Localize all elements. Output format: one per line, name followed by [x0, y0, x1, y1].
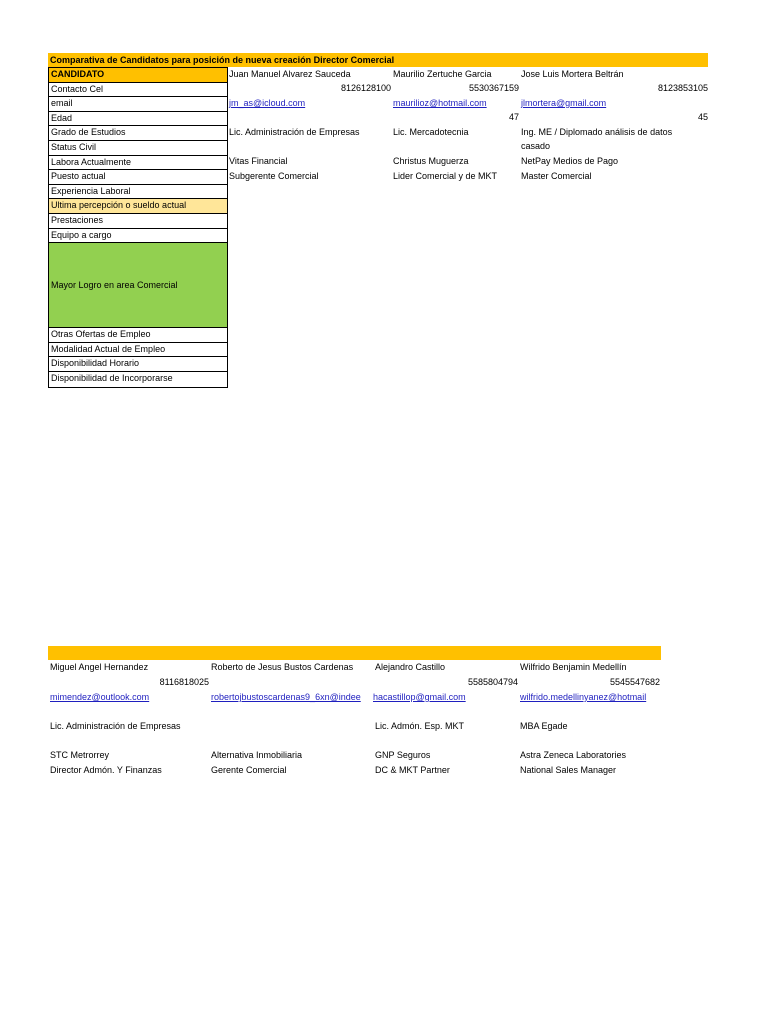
candidate-studies[interactable]: Lic. Mercadotecnia	[393, 127, 469, 137]
candidate-employer[interactable]: STC Metrorrey	[50, 750, 110, 760]
candidate-age[interactable]: 47	[508, 112, 519, 122]
label-email[interactable]: email	[49, 97, 227, 112]
candidate-phone[interactable]: 8123853105	[657, 83, 708, 93]
candidate-phone[interactable]: 5530367159	[468, 83, 519, 93]
candidate-email-link[interactable]: hacastillop@gmail.com	[373, 692, 466, 702]
candidate-studies[interactable]: Lic. Administración de Empresas	[229, 127, 360, 137]
candidate-name[interactable]: Miguel Angel Hernandez	[50, 662, 149, 672]
candidate-position[interactable]: Subgerente Comercial	[229, 171, 319, 181]
candidate-position[interactable]: Director Admón. Y Finanzas	[50, 765, 162, 775]
candidate-studies[interactable]: MBA Egade	[520, 721, 568, 731]
candidate-position[interactable]: Lider Comercial y de MKT	[393, 171, 498, 181]
candidate-employer[interactable]: GNP Seguros	[375, 750, 431, 760]
label-ultima-percepcion[interactable]: Ultima percepción o sueldo actual	[49, 199, 227, 214]
candidate-email-link[interactable]: jlmortera@gmail.com	[521, 98, 607, 108]
candidate-age[interactable]: 45	[697, 112, 708, 122]
candidate-position[interactable]: Master Comercial	[521, 171, 592, 181]
label-candidato[interactable]: CANDIDATO	[49, 68, 227, 83]
label-puesto-actual[interactable]: Puesto actual	[49, 170, 227, 185]
label-contacto-cel[interactable]: Contacto Cel	[49, 83, 227, 98]
candidate-email-link[interactable]: maurilioz@hotmail.com	[393, 98, 487, 108]
label-otras-ofertas[interactable]: Otras Ofertas de Empleo	[49, 328, 227, 343]
label-disponibilidad-horario[interactable]: Disponibilidad Horario	[49, 357, 227, 372]
candidate-studies-cont[interactable]: casado	[521, 141, 551, 151]
label-disponibilidad-incorporarse[interactable]: Disponibilidad de Incorporarse	[51, 372, 173, 383]
candidate-name[interactable]: Wilfrido Benjamin Medellín	[520, 662, 627, 672]
label-experiencia-laboral[interactable]: Experiencia Laboral	[49, 185, 227, 200]
label-modalidad-empleo[interactable]: Modalidad Actual de Empleo	[49, 343, 227, 358]
candidate-employer[interactable]: NetPay Medios de Pago	[521, 156, 619, 166]
candidate-name[interactable]: Maurilio Zertuche Garcia	[393, 69, 492, 79]
candidate-position[interactable]: DC & MKT Partner	[375, 765, 450, 775]
label-edad[interactable]: Edad	[49, 112, 227, 127]
label-mayor-logro[interactable]: Mayor Logro en area Comercial	[49, 243, 227, 328]
section-band	[48, 646, 661, 660]
candidate-studies[interactable]: Lic. Admón. Esp. MKT	[375, 721, 465, 731]
candidate-employer[interactable]: Astra Zeneca Laboratories	[520, 750, 627, 760]
candidate-studies[interactable]: Lic. Administración de Empresas	[50, 721, 181, 731]
label-labora-actualmente[interactable]: Labora Actualmente	[49, 156, 227, 171]
label-prestaciones[interactable]: Prestaciones	[49, 214, 227, 229]
label-equipo-cargo[interactable]: Equipo a cargo	[49, 229, 227, 244]
candidate-name[interactable]: Juan Manuel Alvarez Sauceda	[229, 69, 351, 79]
candidate-email-link[interactable]: robertojbustoscardenas9_6xn@indee	[211, 692, 361, 702]
candidate-employer[interactable]: Alternativa Inmobiliaria	[211, 750, 303, 760]
candidate-employer[interactable]: Christus Muguerza	[393, 156, 469, 166]
candidate-email-link[interactable]: jm_as@icloud.com	[229, 98, 306, 108]
candidate-phone[interactable]: 8116818025	[159, 677, 209, 687]
label-column	[48, 67, 228, 388]
candidate-phone[interactable]: 8126128100	[340, 83, 391, 93]
candidate-position[interactable]: Gerente Comercial	[211, 765, 287, 775]
sheet-title: Comparativa de Candidatos para posición de nueva creación Director Comercial	[50, 55, 395, 65]
candidate-employer[interactable]: Vitas Financial	[229, 156, 288, 166]
candidate-phone[interactable]: 5545547682	[609, 677, 660, 687]
candidate-name[interactable]: Alejandro Castillo	[375, 662, 446, 672]
candidate-position[interactable]: National Sales Manager	[520, 765, 617, 775]
candidate-studies[interactable]: Ing. ME / Diplomado análisis de datos	[521, 127, 673, 137]
candidate-name[interactable]: Jose Luis Mortera Beltrán	[521, 69, 624, 79]
label-grado-estudios[interactable]: Grado de Estudios	[49, 126, 227, 141]
candidate-email-link[interactable]: wilfrido.medellinyanez@hotmail	[520, 692, 647, 702]
candidate-email-link[interactable]: mimendez@outlook.com	[50, 692, 150, 702]
candidate-phone[interactable]: 5585804794	[467, 677, 518, 687]
label-status-civil[interactable]: Status Civil	[49, 141, 227, 156]
candidate-name[interactable]: Roberto de Jesus Bustos Cardenas	[211, 662, 354, 672]
